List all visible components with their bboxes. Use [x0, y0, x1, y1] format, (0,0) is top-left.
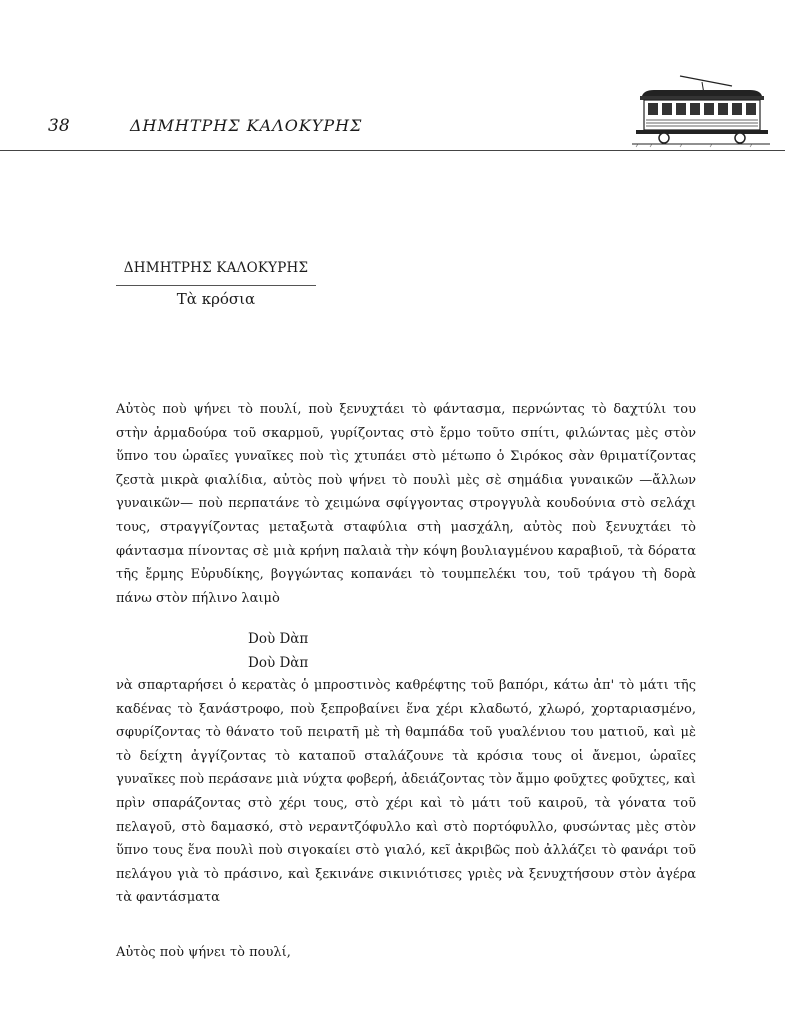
article-author: ΔΗΜΗΤΡΗΣ ΚΑΛΟΚΥΡΗΣ	[123, 260, 309, 276]
poem-paragraph: νὰ σπαρταρήσει ὁ κερατὰς ὁ μπροστινὸς καθρέφτης τοῦ βαπόρι, κάτω ἀπ' τὸ μάτι τῆς καδένας τὸ ξανάστροφο, ποὺ ξεπροβαίνει ἕνα χέρι κλαδωτό, χλωρό, χορταριασμένο, σφυρίζοντας τὸ θάνατο τοῦ πειρατῆ μὲ τὴ θαμπάδα τοῦ γυαλένιου του ματιοῦ, καὶ μὲ τὸ δείχτη ἀγγίζοντας τὸ καταποῦ σταλάζουνε τὰ κρόσια τους οἱ ἄνεμοι, ὡραῖες γυναῖκες ποὺ περάσανε μιὰ νύχτα φοβερή, ἀδειάζοντας τὸν ἄμμο φοῦχτες φοῦχτες, καὶ πρὶν σπαράζοντας στὸ χέρι τους, στὸ χέρι καὶ τὸ μάτι τοῦ καιροῦ, τὰ γόνατα τοῦ πελαγοῦ, στὸ δαμασκό, στὸ νεραντζόφυλλο καὶ στὸ πορτόφυλλο, φυσώντας μὲς στὸν ὕπνο τους ἕνα πουλὶ ποὺ σιγοκαίει στὸ γιαλό, κεῖ ἀκριβῶς ποὺ ἀλλάζει τὸ φανάρι τοῦ πελάγου γιὰ τὸ πράσινο, καὶ ξεκινάνε σικινιότισες γριὲς νὰ ξενυχτήσουν στὸν ἀγέρα τὰ φαντάσματα	[116, 678, 696, 906]
author-underline	[116, 285, 316, 286]
header-divider	[0, 150, 785, 151]
poem-paragraph: Αὐτὸς ποὺ ψήνει τὸ πουλί, ποὺ ξενυχτάει τὸ φάντασμα, περνώντας τὸ δαχτύλι του στὴν ἀρμαδούρα τοῦ σκαρμοῦ, γυρίζοντας στὸ ἔρμο τοῦτο σπίτι, φιλώντας μὲς στὸν ὕπνο του ὡραῖες γυναῖκες ποὺ τὶς χτυπάει στὸ μέτωπο ὁ Σιρόκος σὰν θριματίζοντας ζεστὰ μικρὰ φιαλίδια, αὐτὸς ποὺ ψήνει τὸ πουλὶ μὲς σὲ σημάδια γυναικῶν —ἄλλων γυναικῶν— ποὺ περπατάνε τὸ χειμώνα σφίγγοντας στρογγυλὰ κουδούνια στὸ σελάχι τους, στραγγίζοντας μεταξωτὰ σταφύλια στὴ μασχάλη, αὐτὸς ποὺ ξενυχτάει τὸ φάντασμα πίνοντας σὲ μιὰ κρήνη παλαιὰ τὴν κόψη βουλιαγμένου καραβιοῦ, τὰ δόρατα τῆς ἔρμης Εὐρυδίκης, βογγώντας κοπανάει τὸ τουμπελέκι του, τοῦ τράγου τὴ δορὰ πάνω στὸν πήλινο λαιμὸ	[116, 402, 696, 606]
page-number: 38	[48, 116, 70, 136]
article-title: Τὰ κρόσια	[176, 290, 256, 308]
refrain-line: Dοὺ Dὰπ	[248, 654, 309, 671]
tram-illustration-icon	[632, 72, 770, 148]
poem-paragraph: Αὐτὸς ποὺ ψήνει τὸ πουλί,	[116, 945, 291, 960]
running-head: ΔΗΜΗΤΡΗΣ ΚΑΛΟΚΥΡΗΣ	[130, 116, 363, 135]
refrain	[248, 628, 308, 675]
refrain-line: Dοὺ Dὰπ	[248, 631, 309, 647]
